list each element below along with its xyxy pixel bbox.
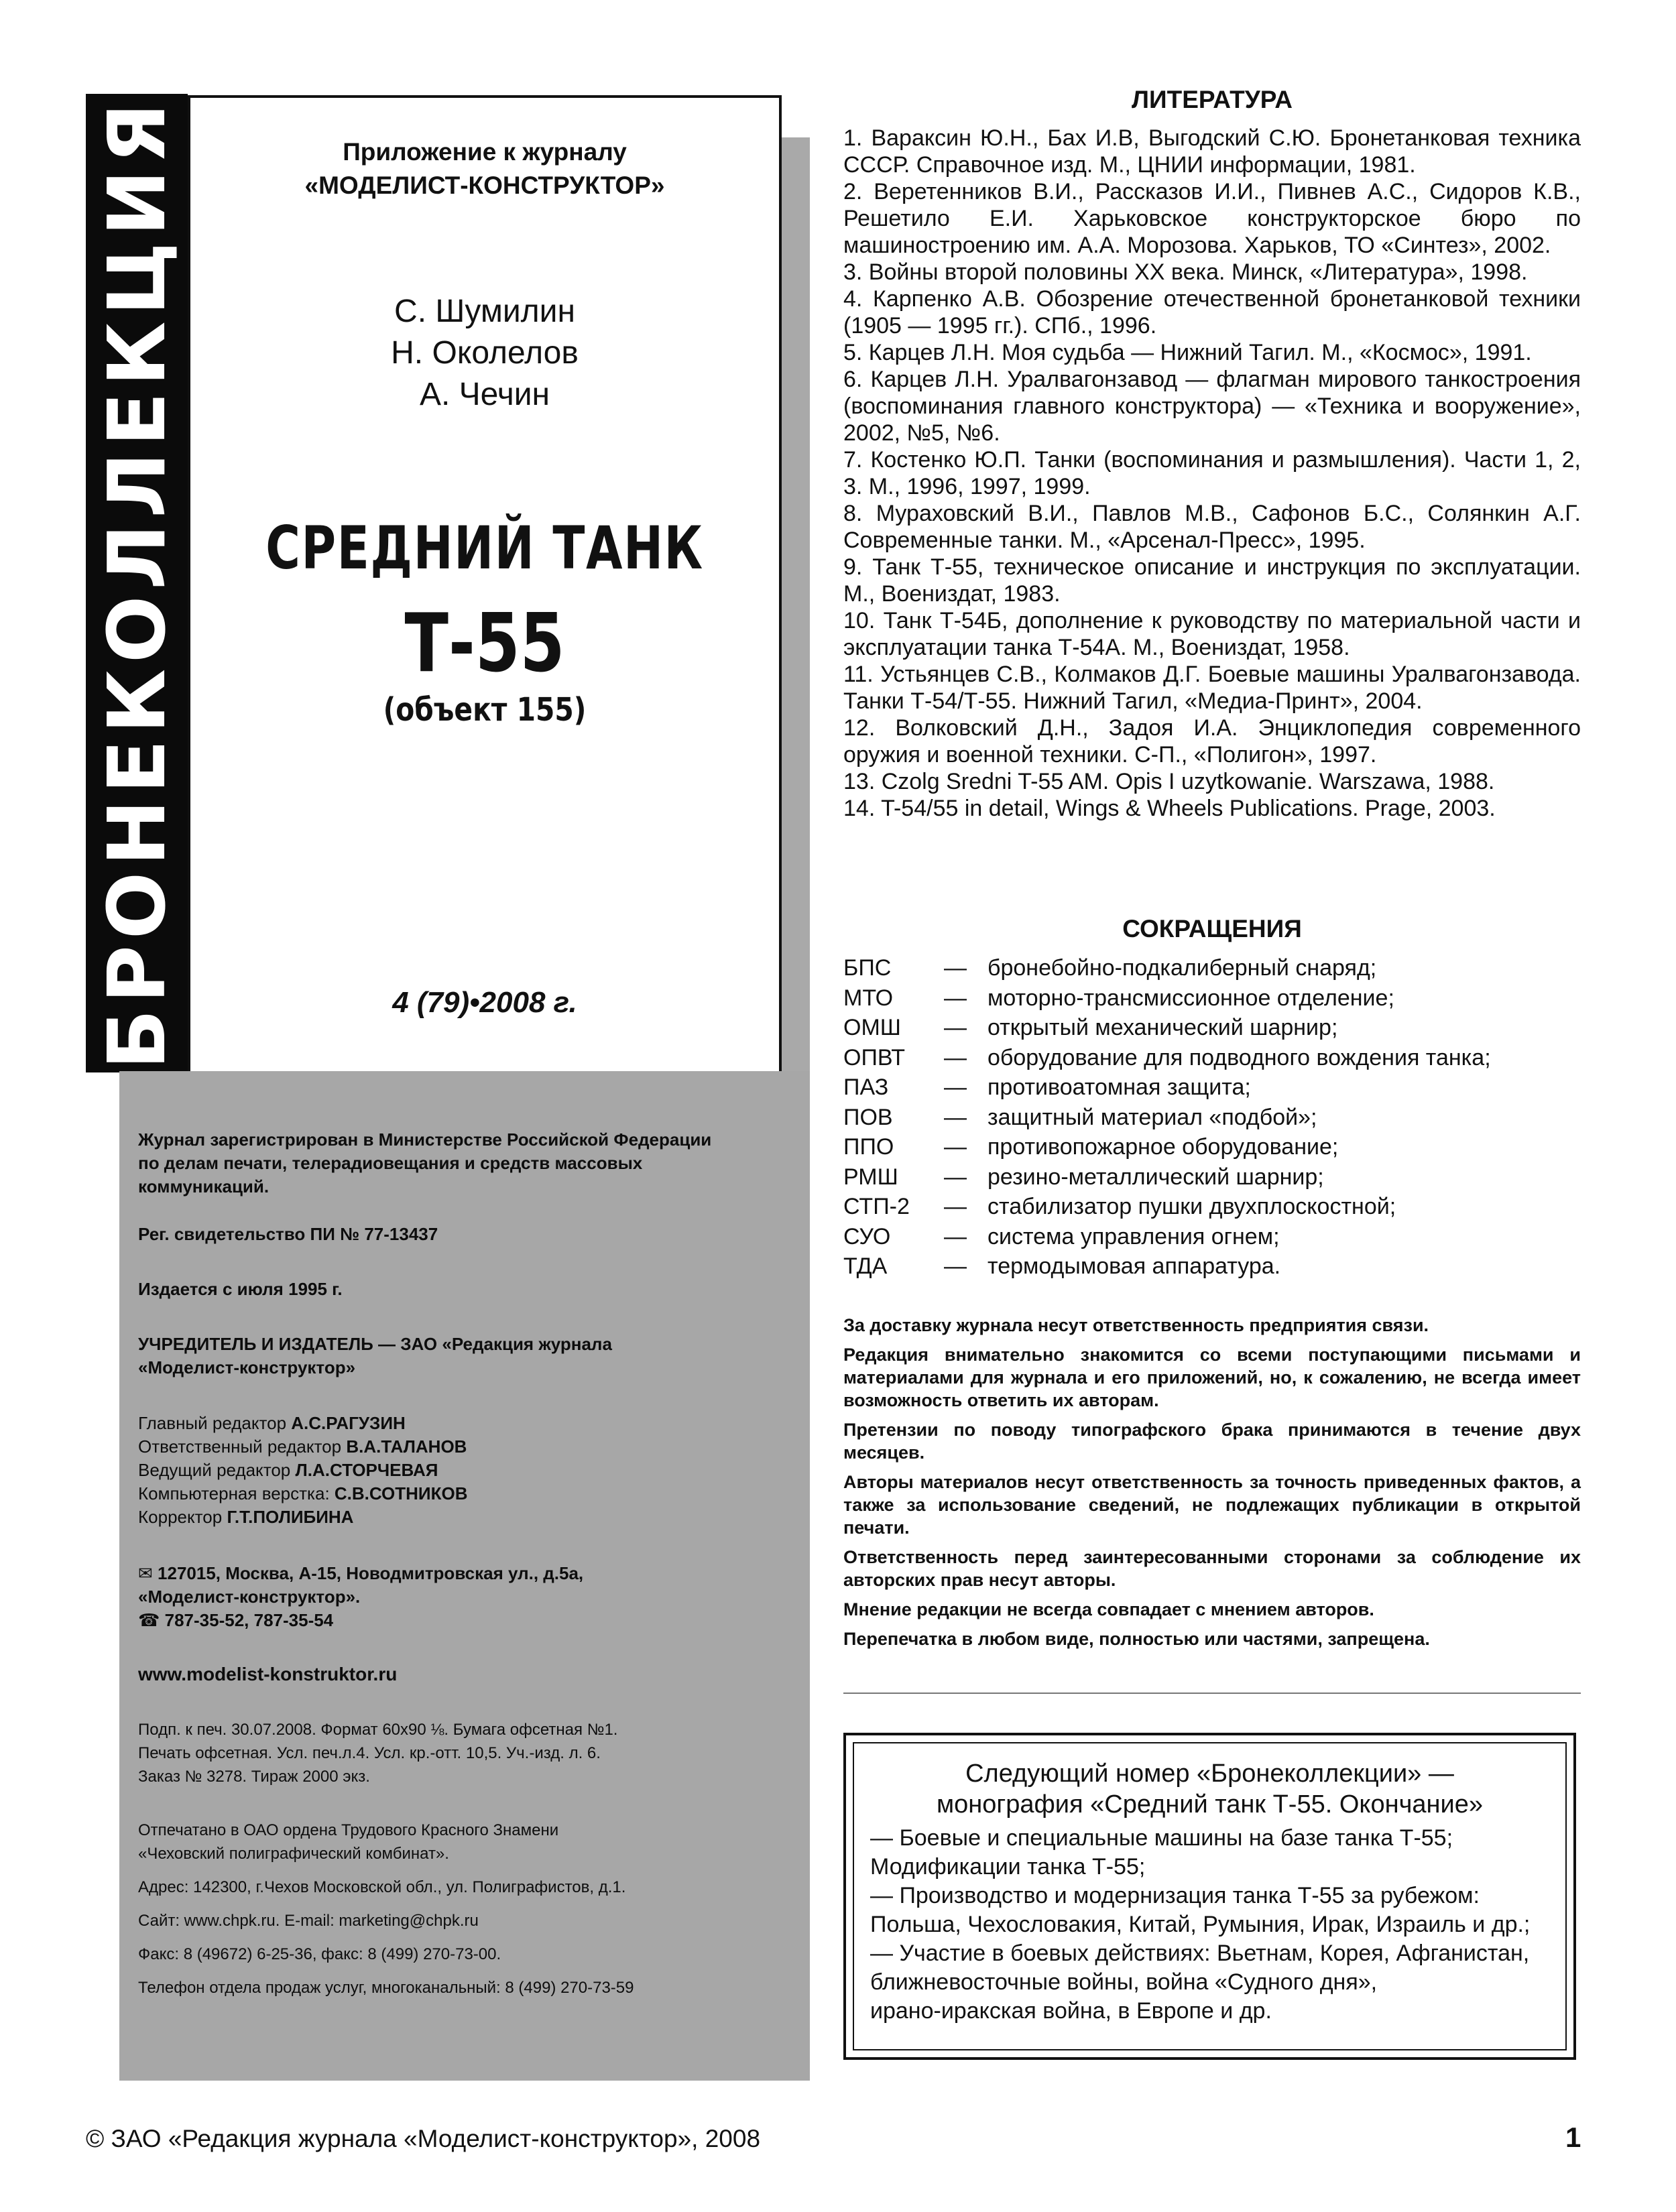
- abbreviation-row: [843, 955, 1581, 985]
- next-issue-item: ближневосточные войны, война «Судного дня»,: [870, 1969, 1378, 1995]
- abbr-code: ТДА: [843, 1253, 888, 1279]
- next-issue-item: Польша, Чехословакия, Китай, Румыния, Ирак, Израиль и др.;: [870, 1912, 1531, 1937]
- printer-site: Сайт: www.chpk.ru. E-mail: marketing@chpk.ru: [138, 1912, 479, 1930]
- issue-number: 4 (79)•2008 г.: [392, 986, 577, 1019]
- printer-line-1: Отпечатано в ОАО ордена Трудового Красного Знамени: [138, 1821, 559, 1839]
- book-title: СРЕДНИЙ ТАНК: [265, 513, 704, 582]
- literature-item: 2. Веретенников В.И., Рассказов И.И., Пивнев А.С., Сидоров К.В., Решетило Е.И. Харьковское конструкторское бюро по машиностроению им. А.А. Морозова. Харьков, ТО «Синтез», 2002.: [843, 179, 1581, 258]
- literature-item: 3. Войны второй половины XX века. Минск, «Литература», 1998.: [843, 259, 1528, 285]
- abbreviation-row: [843, 1105, 1581, 1135]
- address-line-1: ✉ 127015, Москва, А-15, Новодмитровская ул., д.5а,: [138, 1563, 584, 1583]
- next-issue-item: — Боевые и специальные машины на базе танка Т-55;: [870, 1825, 1453, 1851]
- literature-item: 13. Czolg Sredni T-55 AM. Opis I uzytkowanie. Warszawa, 1988.: [843, 769, 1495, 794]
- author: Н. Околелов: [391, 335, 579, 371]
- next-issue-contents: [870, 1824, 1554, 2026]
- founder-line-1: УЧРЕДИТЕЛЬ И ИЗДАТЕЛЬ — ЗАО «Редакция журнала: [138, 1334, 612, 1354]
- abbr-definition: система управления огнем;: [987, 1223, 1280, 1249]
- literature-item: 10. Танк Т-54Б, дополнение к руководству по материальной части и эксплуатации танка Т-54А. М., Воениздат, 1958.: [843, 608, 1581, 660]
- abbr-definition: оборудование для подводного вождения танка;: [987, 1044, 1491, 1070]
- printer-address: Адрес: 142300, г.Чехов Московской обл., ул. Полиграфистов, д.1.: [138, 1878, 626, 1896]
- print-info-line-3: Заказ № 3278. Тираж 2000 экз.: [138, 1768, 370, 1786]
- divider: [843, 1693, 1581, 1694]
- staff-role: Корректор: [138, 1507, 223, 1527]
- staff-row: [138, 1412, 802, 1435]
- notice: Перепечатка в любом виде, полностью или частями, запрещена.: [843, 1629, 1430, 1649]
- staff-name: Л.А.СТОРЧЕВАЯ: [295, 1460, 438, 1480]
- next-issue-box: [843, 1733, 1576, 2060]
- object-number: (объект 155): [383, 691, 587, 729]
- phone-icon: ☎: [138, 1610, 160, 1630]
- abbr-dash: —: [944, 985, 967, 1011]
- abbreviation-row: [843, 1164, 1581, 1194]
- abbreviation-row: [843, 985, 1581, 1016]
- abbr-code: ОПВТ: [843, 1044, 906, 1070]
- staff-role: Ведущий редактор: [138, 1460, 291, 1480]
- copyright: © ЗАО «Редакция журнала «Моделист-конструктор», 2008: [86, 2125, 761, 2152]
- abbr-code: ПОВ: [843, 1104, 893, 1130]
- literature-item: 12. Волковский Д.Н., Задоя И.А. Энциклопедия современного оружия и военной техники. С-П., «Полигон», 1997.: [843, 715, 1581, 767]
- staff-role: Главный редактор: [138, 1413, 287, 1433]
- mail-icon: ✉: [138, 1563, 153, 1583]
- abbreviation-row: [843, 1224, 1581, 1254]
- abbreviations-table: [843, 955, 1581, 1284]
- abbr-definition: резино-металлический шарнир;: [987, 1164, 1324, 1190]
- print-info-line-1: Подп. к печ. 30.07.2008. Формат 60х90 ⅛. Бумага офсетная №1.: [138, 1721, 618, 1739]
- abbreviation-row: [843, 1045, 1581, 1075]
- next-issue-title: [854, 1758, 1565, 1820]
- abbr-dash: —: [944, 1194, 967, 1219]
- series-title: БРОНЕКОЛЛЕКЦИЯ: [91, 97, 183, 1070]
- literature-item: 1. Вараксин Ю.Н., Бах И.В, Выгодский С.Ю. Бронетанковая техника СССР. Справочное изд. М., ЦНИИ информации, 1981.: [843, 125, 1581, 178]
- abbr-code: СТП-2: [843, 1194, 910, 1219]
- abbr-dash: —: [944, 1104, 967, 1130]
- abbr-definition: противопожарное оборудование;: [987, 1134, 1339, 1160]
- literature-item: 6. Карцев Л.Н. Уралвагонзавод — флагман мирового танкостроения (воспоминания главного конструктора) — «Техника и вооружение», 2002, №5, №6.: [843, 367, 1581, 446]
- abbr-dash: —: [944, 1134, 967, 1160]
- staff-row: [138, 1482, 802, 1506]
- next-issue-item: ирано-иракская война, в Европе и др.: [870, 1998, 1272, 2024]
- abbr-definition: открытый механический шарнир;: [987, 1015, 1338, 1040]
- abbreviation-row: [843, 1015, 1581, 1045]
- abbr-definition: стабилизатор пушки двухплоскостной;: [987, 1194, 1396, 1219]
- next-issue-title-line-2: монография «Средний танк Т-55. Окончание»: [937, 1790, 1483, 1819]
- notice: Редакция внимательно знакомится со всеми поступающими письмами и материалами для журнала и его приложений, но, к сожалению, не всегда имеет возможность ответить их авторам.: [843, 1345, 1581, 1410]
- website[interactable]: www.modelist-konstruktor.ru: [138, 1664, 398, 1684]
- notice: Мнение редакции не всегда совпадает с мнением авторов.: [843, 1599, 1374, 1619]
- abbr-code: ОМШ: [843, 1015, 901, 1040]
- staff-name: В.А.ТАЛАНОВ: [346, 1436, 467, 1457]
- abbreviation-row: [843, 1253, 1581, 1284]
- abbr-code: МТО: [843, 985, 894, 1011]
- next-issue-inner-frame: [853, 1742, 1567, 2050]
- registration-certificate: Рег. свидетельство ПИ № 77-13437: [138, 1224, 438, 1244]
- staff-name: А.С.РАГУЗИН: [291, 1413, 406, 1433]
- next-issue-item: — Производство и модернизация танка Т-55 за рубежом:: [870, 1883, 1480, 1908]
- address-line-2: «Моделист-конструктор».: [138, 1587, 361, 1607]
- author: С. Шумилин: [394, 294, 575, 329]
- staff-name: С.В.СОТНИКОВ: [334, 1483, 468, 1503]
- staff-name: Г.Т.ПОЛИБИНА: [227, 1507, 354, 1527]
- abbr-definition: моторно-трансмиссионное отделение;: [987, 985, 1394, 1011]
- literature-item: 4. Карпенко А.В. Обозрение отечественной бронетанковой техники (1905 — 1995 гг.). СПб., 1996.: [843, 286, 1581, 339]
- abbr-code: РМШ: [843, 1164, 898, 1190]
- authors: [190, 291, 779, 416]
- abbr-definition: термодымовая аппаратура.: [987, 1253, 1281, 1279]
- literature-item: 11. Устьянцев С.В., Колмаков Д.Г. Боевые машины Уралвагонзавода. Танки Т-54/Т-55. Нижний Тагил, «Медиа-Принт», 2004.: [843, 662, 1581, 714]
- abbr-code: БПС: [843, 955, 892, 981]
- staff-row: [138, 1459, 802, 1482]
- abbr-definition: защитный материал «подбой»;: [987, 1104, 1317, 1130]
- abbreviations-heading: СОКРАЩЕНИЯ: [1122, 915, 1302, 942]
- abbreviation-row: [843, 1134, 1581, 1164]
- imprint-panel: [119, 1071, 810, 2081]
- abbr-dash: —: [944, 1044, 967, 1070]
- literature-item: 9. Танк Т-55, техническое описание и инструкция по эксплуатации. М., Воениздат, 1983.: [843, 554, 1581, 607]
- editorial-notices: [843, 1314, 1581, 1657]
- staff-role: Компьютерная верстка:: [138, 1483, 330, 1503]
- staff-row: [138, 1435, 802, 1459]
- abbr-definition: противоатомная защита;: [987, 1074, 1251, 1100]
- literature-item: 7. Костенко Ю.П. Танки (воспоминания и размышления). Части 1, 2, 3. М., 1996, 1997, 1999.: [843, 447, 1581, 499]
- author: А. Чечин: [419, 377, 550, 412]
- tank-model: Т-55: [404, 597, 565, 690]
- literature-item: 5. Карцев Л.Н. Моя судьба — Нижний Тагил. М., «Космос», 1991.: [843, 340, 1532, 365]
- abbreviation-row: [843, 1194, 1581, 1224]
- abbr-code: ППО: [843, 1134, 894, 1160]
- cover-box: [188, 95, 782, 1077]
- print-info-line-2: Печать офсетная. Усл. печ.л.4. Усл. кр.-отт. 10,5. Уч.-изд. л. 6.: [138, 1744, 601, 1762]
- notice: Ответственность перед заинтересованными сторонами за соблюдение их авторских прав несут авторы.: [843, 1547, 1581, 1590]
- notice: Претензии по поводу типографского брака принимаются в течение двух месяцев.: [843, 1420, 1581, 1463]
- literature-list: [843, 125, 1581, 822]
- literature-heading: ЛИТЕРАТУРА: [1132, 86, 1293, 113]
- abbr-dash: —: [944, 955, 967, 981]
- published-since: Издается с июля 1995 г.: [138, 1279, 343, 1299]
- next-issue-item: Модификации танка Т-55;: [870, 1854, 1146, 1880]
- staff-row: [138, 1506, 802, 1529]
- abbr-dash: —: [944, 1223, 967, 1249]
- supplement-line-2: «МОДЕЛИСТ-КОНСТРУКТОР»: [304, 172, 665, 199]
- abbr-code: ПАЗ: [843, 1074, 889, 1100]
- printer-fax: Факс: 8 (49672) 6-25-36, факс: 8 (499) 270-73-00.: [138, 1945, 501, 1963]
- abbr-dash: —: [944, 1164, 967, 1190]
- registration-text: Журнал зарегистрирован в Министерстве Российской Федерации по делам печати, телерадиовещания и средств массовых коммуникаций.: [138, 1129, 712, 1196]
- abbr-dash: —: [944, 1074, 967, 1100]
- staff-role: Ответственный редактор: [138, 1436, 342, 1457]
- page-number: 1: [1565, 2122, 1581, 2153]
- supplement-note: [190, 135, 779, 202]
- next-issue-item: — Участие в боевых действиях: Вьетнам, Корея, Афганистан,: [870, 1941, 1530, 1966]
- abbr-dash: —: [944, 1253, 967, 1279]
- founder-line-2: «Моделист-конструктор»: [138, 1357, 356, 1377]
- next-issue-title-line-1: Следующий номер «Бронеколлекции» —: [965, 1760, 1454, 1788]
- phones: ☎ 787-35-52, 787-35-54: [138, 1610, 334, 1630]
- abbreviation-row: [843, 1074, 1581, 1105]
- series-strip: [86, 94, 188, 1072]
- supplement-line-1: Приложение к журналу: [343, 138, 627, 166]
- notice: За доставку журнала несут ответственность предприятия связи.: [843, 1315, 1429, 1335]
- literature-item: 8. Мураховский В.И., Павлов М.В., Сафонов Б.С., Солянкин А.Г. Современные танки. М., «Арсенал-Пресс», 1995.: [843, 501, 1581, 553]
- abbr-code: СУО: [843, 1223, 891, 1249]
- literature-item: 14. T-54/55 in detail, Wings & Wheels Publications. Prage, 2003.: [843, 796, 1496, 821]
- printer-phone: Телефон отдела продаж услуг, многоканальный: 8 (499) 270-73-59: [138, 1979, 634, 1997]
- abbr-dash: —: [944, 1015, 967, 1040]
- notice: Авторы материалов несут ответственность за точность приведенных фактов, а также за использование сведений, не подлежащих публикации в открытой печати.: [843, 1472, 1581, 1538]
- abbr-definition: бронебойно-подкалиберный снаряд;: [987, 955, 1377, 981]
- printer-line-2: «Чеховский полиграфический комбинат».: [138, 1845, 449, 1863]
